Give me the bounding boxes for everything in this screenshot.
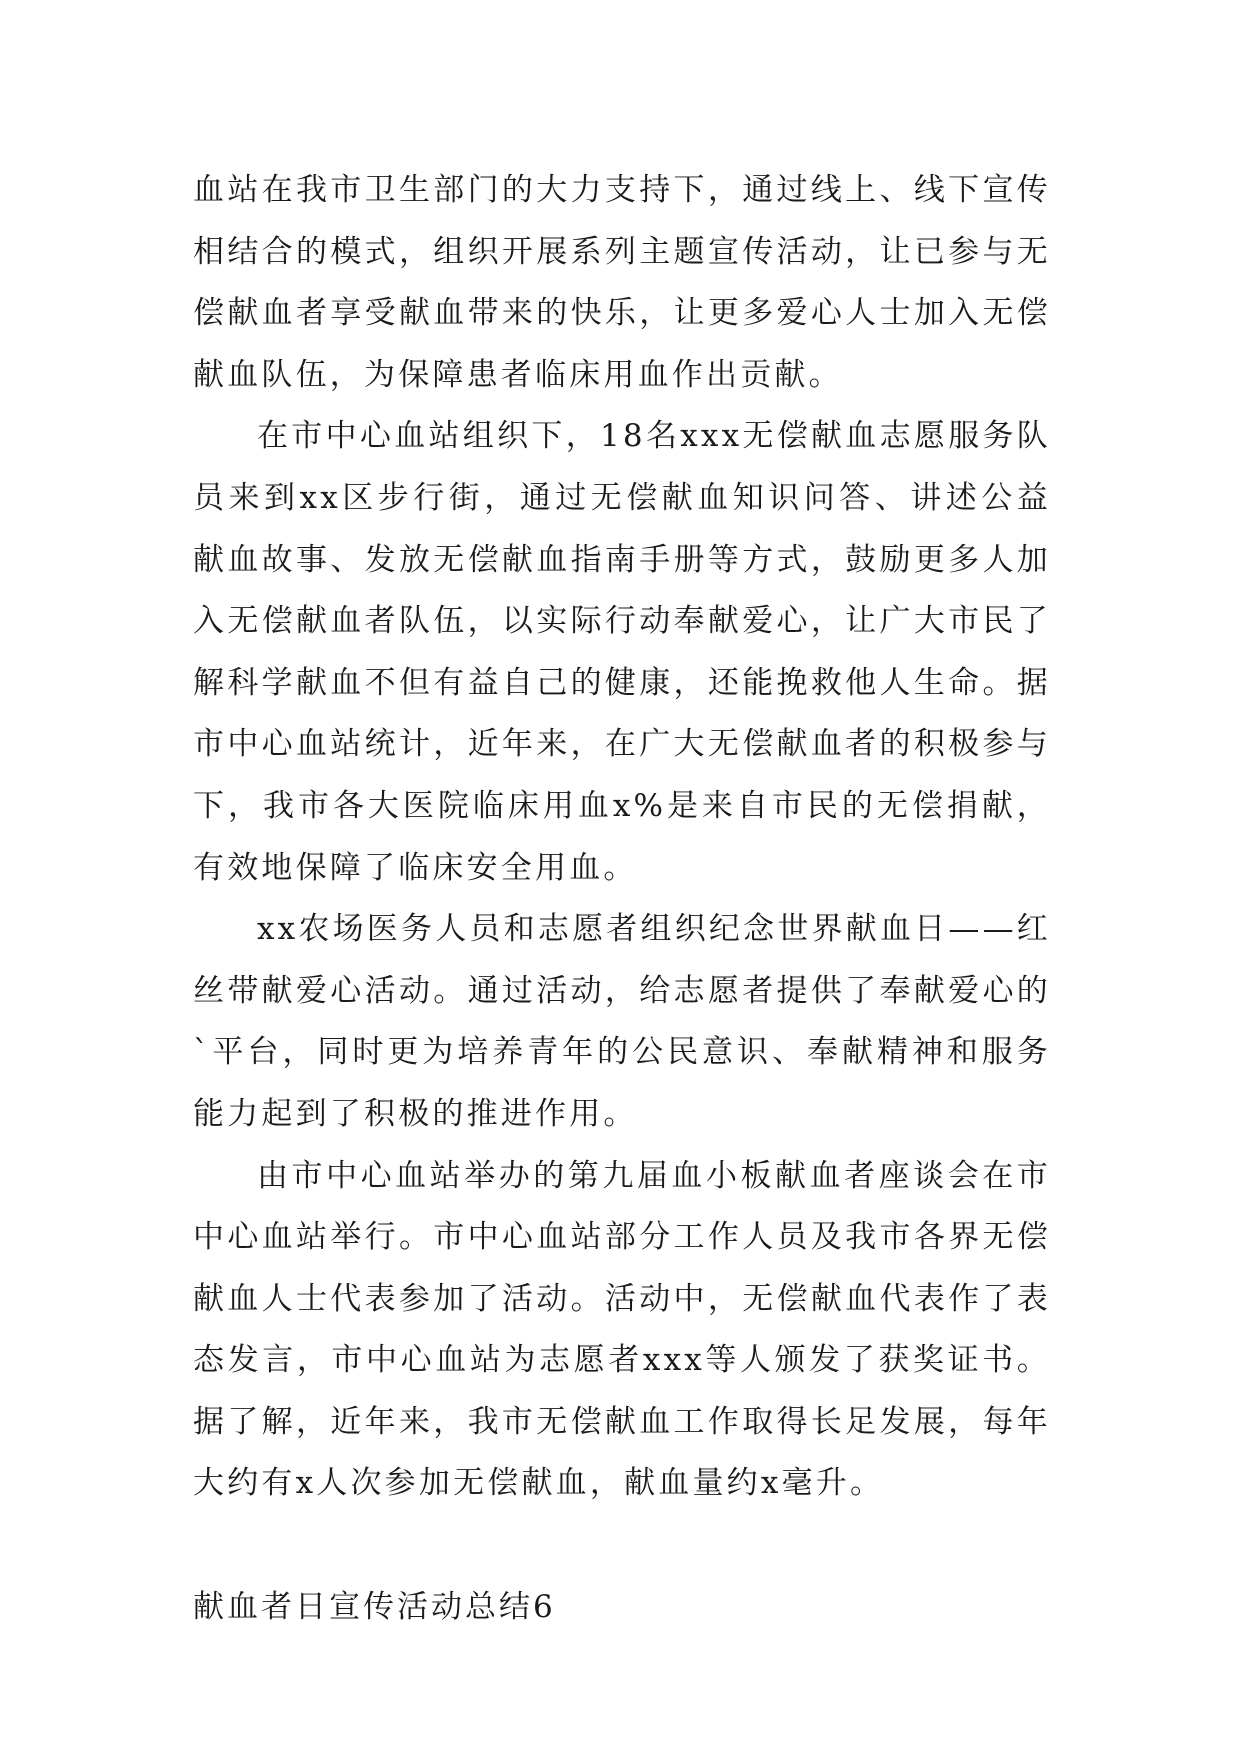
paragraph-farm-red-ribbon: xx农场医务人员和志愿者组织纪念世界献血日——红丝带献爱心活动。通过活动，给志愿者提供了奉献爱心的`平台，同时更为培养青年的公民意识、奉献精神和服务能力起到了积极的推进作用。	[193, 911, 1051, 1132]
document-body	[193, 160, 1051, 1639]
paragraph-volunteer-street-event: 在市中心血站组织下，18名xxx无偿献血志愿服务队员来到xx区步行街，通过无偿献血知识问答、讲述公益献血故事、发放无偿献血指南手册等方式，鼓励更多人加入无偿献血者队伍，以实际行动奉献爱心，让广大市民了解科学献血不但有益自己的健康，还能挽救他人生命。据市中心血站统计，近年来，在广大无偿献血者的积极参与下，我市各大医院临床用血x%是来自市民的无偿捐献，有效地保障了临床安全用血。	[193, 418, 1051, 886]
section-heading: 献血者日宣传活动总结6	[193, 1589, 556, 1626]
paragraph-continuation: 血站在我市卫生部门的大力支持下，通过线上、线下宣传相结合的模式，组织开展系列主题宣传活动，让已参与无偿献血者享受献血带来的快乐，让更多爱心人士加入无偿献血队伍，为保障患者临床用血作出贡献。	[193, 172, 1051, 393]
paragraph-platelet-forum: 由市中心血站举办的第九届血小板献血者座谈会在市中心血站举行。市中心血站部分工作人员及我市各界无偿献血人士代表参加了活动。活动中，无偿献血代表作了表态发言，市中心血站为志愿者xxx等人颁发了获奖证书。据了解，近年来，我市无偿献血工作取得长足发展，每年大约有x人次参加无偿献血，献血量约x毫升。	[193, 1157, 1051, 1502]
